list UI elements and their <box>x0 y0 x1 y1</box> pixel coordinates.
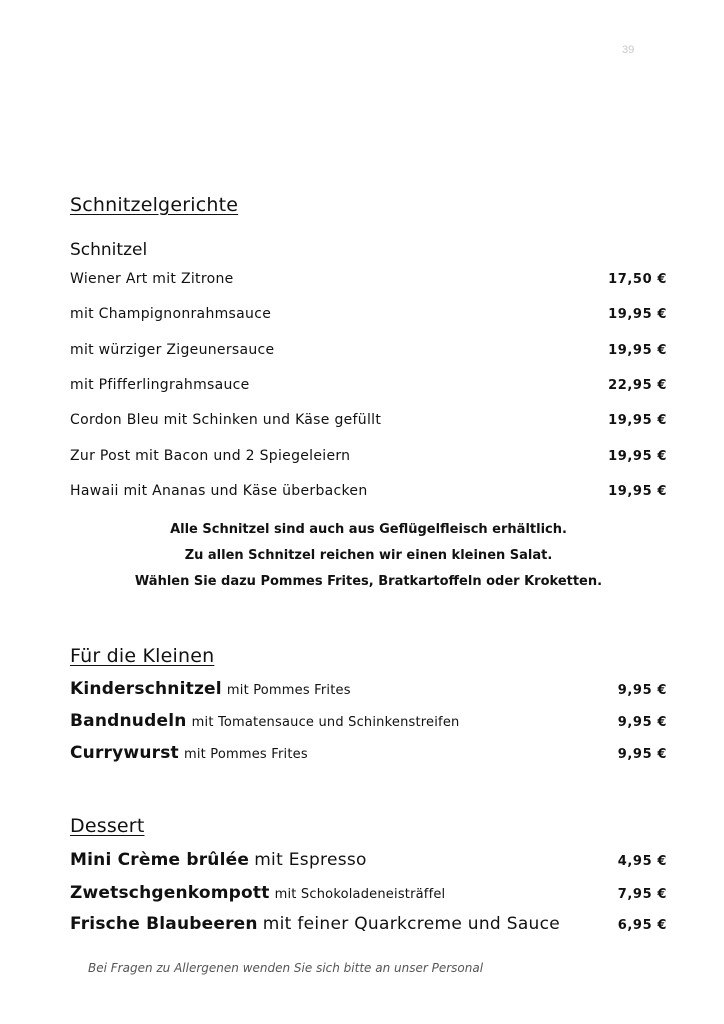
menu-item-desc: mit Tomatensauce und Schinkenstreifen <box>191 715 460 730</box>
section-title-schnitzelgerichte: Schnitzelgerichte <box>70 194 239 216</box>
note-line: Wählen Sie dazu Pommes Frites, Bratkartoffeln oder Kroketten. <box>134 574 603 589</box>
menu-item-price: 7,95 € <box>617 887 667 902</box>
menu-item-price: 4,95 € <box>617 854 667 869</box>
section-title-dessert: Dessert <box>70 815 145 837</box>
menu-item-desc: mit Espresso <box>254 850 367 870</box>
note-line: Zu allen Schnitzel reichen wir einen kleinen Salat. <box>184 548 553 563</box>
menu-item-row <box>70 914 667 934</box>
menu-item-name: Hawaii mit Ananas und Käse überbacken <box>70 483 368 499</box>
menu-item-label <box>70 850 367 870</box>
menu-item-desc: mit feiner Quarkcreme und Sauce <box>262 914 561 934</box>
menu-item-row <box>70 377 667 393</box>
menu-item-row <box>70 711 667 731</box>
menu-item-name: Frische Blaubeeren <box>70 914 258 934</box>
menu-item-price: 9,95 € <box>617 683 667 698</box>
menu-item-name: Kinderschnitzel <box>70 679 222 699</box>
menu-item-name: mit Champignonrahmsauce <box>70 306 272 322</box>
allergen-footer-note: Bei Fragen zu Allergenen wenden Sie sich bitte an unser Personal <box>88 961 484 975</box>
menu-item-price: 19,95 € <box>608 484 667 499</box>
menu-item-name: mit Pfifferlingrahmsauce <box>70 377 250 393</box>
menu-item-price: 19,95 € <box>608 307 667 322</box>
menu-item-label <box>70 743 308 763</box>
menu-item-row <box>70 483 667 499</box>
menu-item-name: Mini Crème brûlée <box>70 850 250 870</box>
menu-item-row <box>70 743 667 763</box>
menu-item-label <box>70 679 351 699</box>
menu-item-price: 22,95 € <box>608 378 667 393</box>
menu-item-row <box>70 271 667 287</box>
menu-item-price: 19,95 € <box>608 413 667 428</box>
menu-item-price: 17,50 € <box>608 272 667 287</box>
subtitle-schnitzel: Schnitzel <box>70 240 148 260</box>
note-line: Alle Schnitzel sind auch aus Geflügelfleisch erhältlich. <box>170 522 567 537</box>
page-number: 39 <box>622 44 635 56</box>
menu-item-label <box>70 711 459 731</box>
menu-item-name: Currywurst <box>70 743 179 763</box>
menu-item-desc: mit Pommes Frites <box>183 747 308 762</box>
menu-item-row <box>70 850 667 870</box>
menu-item-row <box>70 679 667 699</box>
menu-item-row <box>70 883 667 903</box>
menu-item-label <box>70 883 445 903</box>
menu-item-row <box>70 306 667 322</box>
menu-item-row <box>70 412 667 428</box>
menu-item-desc: mit Pommes Frites <box>226 683 351 698</box>
menu-item-name: Zwetschgenkompott <box>70 883 270 903</box>
menu-item-price: 9,95 € <box>617 747 667 762</box>
menu-item-row <box>70 448 667 464</box>
menu-item-row <box>70 342 667 358</box>
menu-item-price: 19,95 € <box>608 449 667 464</box>
menu-item-label <box>70 914 560 934</box>
section-title-kids: Für die Kleinen <box>70 645 215 667</box>
menu-item-desc: mit Schokoladeneisträffel <box>274 887 446 902</box>
schnitzel-notes <box>70 517 667 595</box>
menu-item-price: 6,95 € <box>617 918 667 933</box>
menu-item-price: 9,95 € <box>617 715 667 730</box>
menu-item-price: 19,95 € <box>608 343 667 358</box>
menu-item-name: Zur Post mit Bacon und 2 Spiegeleiern <box>70 448 351 464</box>
menu-item-name: Bandnudeln <box>70 711 187 731</box>
menu-item-name: Wiener Art mit Zitrone <box>70 271 234 287</box>
menu-item-name: mit würziger Zigeunersauce <box>70 342 275 358</box>
menu-item-name: Cordon Bleu mit Schinken und Käse gefüllt <box>70 412 382 428</box>
